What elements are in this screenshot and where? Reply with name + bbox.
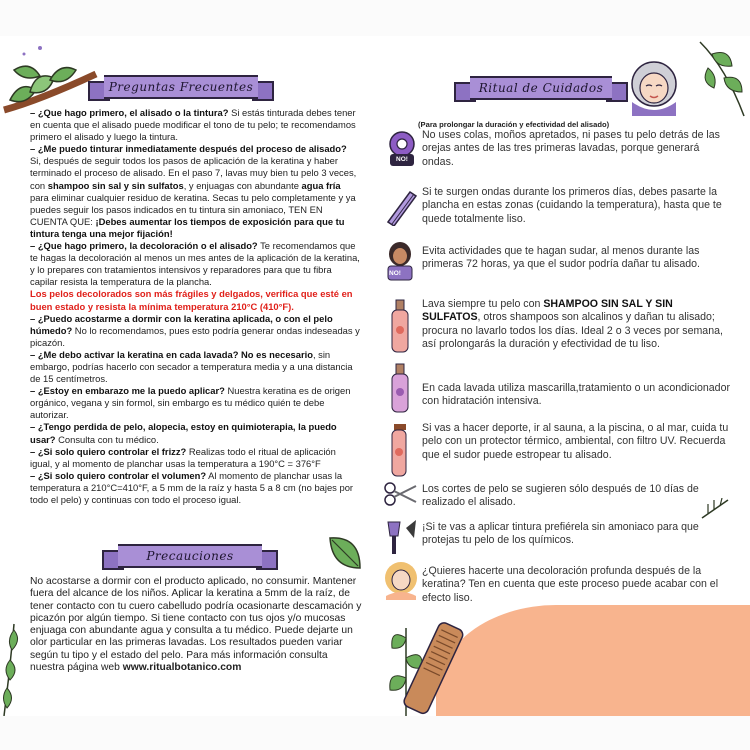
faq-item [30, 349, 360, 385]
tip-text: En cada lavada utiliza mascarilla,tratamiento o un acondicionador con hidratación intensiva. [422, 382, 730, 408]
dye-brush-icon [384, 518, 418, 556]
tip-text: , otros shampoos son alcalinos y dañan tu alisado; procura no lavarlo todos los días. Ideal 2 o 3 veces por semana, así prolongarás la duración y efectividad de tu liso. [422, 311, 723, 351]
blonde-woman-icon [382, 560, 420, 600]
faq-answer: Si, después de seguir todos los pasos de aplicación de la keratina y haber terminado el proceso de alisado. En el paso 7, lavas muy bien tu pelo 3 veces, con [30, 155, 357, 191]
scrunchie-no-label: NO! [396, 156, 408, 163]
faq-answer: Te recomendamos que te hagas la decoloración al menos un mes antes de la aplicación de la keratina, y lo prepares con tratamientos intensivos y reparadores para que tu fibra capilar resista la temperatura de la plancha. [30, 240, 360, 288]
bottom-margin [0, 716, 750, 750]
tip-text: ¿Quieres hacerte una decoloración profunda después de la keratina? Ten en cuenta que este proceso puede acabar con el efecto liso. [422, 565, 719, 604]
protector-spray-icon [388, 422, 410, 478]
faq-answer: para eliminar cualquier residuo de keratina. Secas tu pelo completamente y ya puedes seguir los pasos indicados en tu tintura sin amoniaco, TEN EN CUENTA QUE: [30, 191, 356, 227]
faq-answer: Si estás tinturada debes tener en cuenta que el alisado puede modificar el tono de tu pelo; te recomendamos primero el alisado y luego la tintura. [30, 107, 356, 143]
faq-answer: , sin embargo, podrías hacerlo con secador a temperatura media y a una distancia de 15 centímetros. [30, 348, 353, 385]
faq-question: – ¿Si solo quiero controlar el frizz? [30, 445, 187, 457]
tip-text: Evita actividades que te hagan sudar, al menos durante las primeras 72 horas, ya que el sudor podría dañar tu alisado. [422, 245, 700, 271]
warning-text: Los pelos decolorados son más frágiles y delgados, verifica que esté en buen estado y resista la mínima temperatura 210°C (410°F). [30, 288, 353, 312]
faq-emphasis: shampoo sin sal y sin sulfatos [47, 179, 184, 191]
faq-item [30, 313, 360, 349]
faq-answer: Al momento de planchar usas la temperatura a 210°C=410°F, a 5 mm de la raíz y hasta 5 a 8 cm (no bajes por todo el pelo) y continuas con todo el proceso igual. [30, 469, 354, 505]
faq-question: – ¿Me debo activar la keratina en cada lavada? No es necesario [30, 348, 313, 360]
ritual-subtitle: (Para prolongar la duración y efectividad del alisado) [418, 120, 610, 129]
faq-answer: No lo recomendamos, pues esto podría generar ondas indeseadas y picazón. [30, 324, 360, 348]
faq-item [30, 240, 360, 288]
tip-5 [422, 382, 730, 409]
faq-item [30, 470, 360, 506]
scissors-icon [382, 480, 418, 508]
faq-item [30, 385, 360, 421]
faq-answer: Consulta con tu médico. [55, 433, 159, 445]
woman-no-label: NO! [389, 270, 401, 277]
faq-question: – ¿Me puedo tinturar inmediatamente después del proceso de alisado? [30, 143, 347, 155]
tip-9 [422, 565, 730, 605]
faq-title-ribbon [86, 73, 276, 103]
ritual-title: Ritual de Cuidados [478, 81, 604, 95]
tip-6 [422, 422, 730, 462]
tip-7 [422, 483, 730, 510]
precautions-text [30, 576, 362, 674]
tip-emphasis: SHAMPOO SIN SAL Y SIN SULFATOS [422, 298, 673, 324]
faq-item [30, 421, 360, 445]
tip-2 [422, 186, 730, 226]
faq-item [30, 143, 360, 240]
faq-emphasis: agua fría [301, 179, 341, 191]
faq-warning [30, 288, 360, 312]
tip-text: Los cortes de pelo se sugieren sólo después de 10 días de realizado el alisado. [422, 483, 699, 509]
tip-text: No uses colas, moños apretados, ni pases tu pelo detrás de las orejas antes de las tres primeras lavadas, porque generará ondas. [422, 129, 720, 168]
leaf-branch-icon [0, 620, 24, 716]
tip-8 [422, 521, 730, 548]
shampoo-bottle-icon [390, 298, 410, 354]
faq-item [30, 446, 360, 470]
faq-question: – ¿Si solo quiero controlar el volumen? [30, 469, 207, 481]
website-link[interactable]: www.ritualbotanico.com [122, 662, 242, 674]
tip-4 [422, 298, 730, 352]
woman-face-icon [626, 58, 682, 116]
leaf-icon [326, 532, 364, 574]
conditioner-bottle-icon [390, 362, 410, 414]
leaf-icon [700, 498, 730, 520]
precautions-body: No acostarse a dormir con el producto aplicado, no consumir. Mantener fuera del alcance de los niños. Aplicar la keratina a 5mm de la raíz, de tener contacto con tu cuero cabelludo podría ocasionarte descamación y picazón por algún tiempo. Si tiene contacto con tus ojos y/o mucosas enjuaga con abundante agua y consulta a tu médico. Puede dejarte un olor particular en las primeras lavadas. Los resultados pueden variar según tu tipo y el estado del pelo. Para más información consulta nuestra página web [30, 576, 362, 674]
faq-question: – ¿Puedo acostarme a dormir con la keratina aplicada, o con el pelo húmedo? [30, 312, 333, 336]
faq-question: – ¿Tengo perdida de pelo, alopecia, estoy en quimioterapia, la puedo usar? [30, 421, 337, 445]
tip-3 [422, 245, 730, 272]
leaf-branch-icon [696, 38, 748, 118]
faq-list [30, 107, 360, 506]
faq-answer: Realizas todo el ritual de aplicación igual, y al momento de planchar usas la temperatura a 190°C = 376°F [30, 445, 336, 469]
faq-emphasis: ¡Debes aumentar los tiempos de exposición para que tu tintura tenga una mejor fijación! [30, 215, 345, 239]
precautions-title: Precauciones [146, 549, 234, 563]
tip-text: Si te surgen ondas durante los primeros días, debes pasarte la plancha en estas zonas (cuidando la temperatura), hasta que te quede totalmente liso. [422, 186, 722, 225]
ritual-title-ribbon [452, 74, 630, 104]
top-margin [0, 0, 750, 36]
faq-question: – ¿Estoy en embarazo me la puedo aplicar? [30, 385, 225, 397]
tip-text: Si vas a hacer deporte, ir al sauna, a la piscina, o al mar, cuida tu pelo con un protector térmico, ambiental, con filtro UV. Recuerda que el sudor puede estropear tu alisado. [422, 422, 729, 461]
flat-iron-icon [384, 186, 420, 226]
faq-answer: , y enjuagas con abundante [183, 179, 302, 191]
faq-item [30, 107, 360, 143]
tip-1 [422, 129, 730, 169]
tip-text: Lava siempre tu pelo con [422, 298, 544, 310]
tip-text: ¡Si te vas a aplicar tintura prefiérela sin amoniaco para que protejas tu pelo de los químicos. [422, 521, 699, 547]
precautions-title-ribbon [100, 542, 280, 572]
faq-question: – ¿Que hago primero, el alisado o la tintura? [30, 107, 229, 118]
faq-title: Preguntas Frecuentes [108, 80, 254, 94]
faq-answer: Nuestra keratina es de origen orgánico, vegana y sin formol, sin embargo es tu médico quién te debe autorizar. [30, 385, 351, 421]
faq-question: – ¿Que hago primero, la decoloración o el alisado? [30, 240, 258, 252]
wooden-comb-icon [398, 622, 468, 716]
